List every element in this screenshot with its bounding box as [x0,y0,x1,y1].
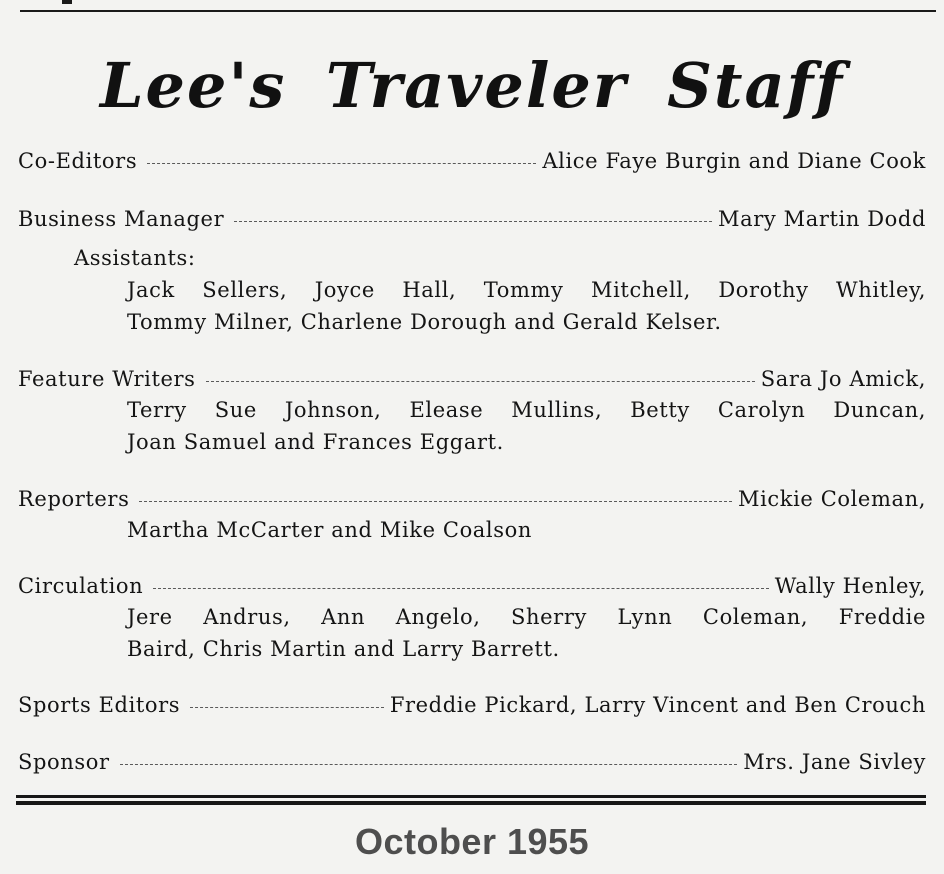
row-circulation [18,571,926,601]
double-rule [16,795,926,805]
dotted-leader [206,380,755,382]
continuation-line: Baird, Chris Martin and Larry Barrett. [127,637,560,661]
continuation-line: Jere Andrus, Ann Angelo, Sherry Lynn Coleman, Freddie [127,605,926,629]
dotted-leader [120,763,738,765]
role-label: Feature Writers [18,367,196,391]
role-label: Co-Editors [18,149,138,173]
role-label: Circulation [18,574,144,598]
continuation-line: Joan Samuel and Frances Eggart. [127,430,504,454]
role-names: Sara Jo Amick, [760,367,926,391]
assistants-label: Assistants: [74,246,196,270]
assistants-line: Tommy Milner, Charlene Dorough and Gerald Kelser. [127,310,722,334]
continuation-line: Martha McCarter and Mike Coalson [127,518,532,542]
dotted-leader [147,162,536,164]
role-names: Wally Henley, [774,574,926,598]
dotted-leader [190,706,384,708]
role-names: Mrs. Jane Sivley [743,750,926,774]
role-names: Mickie Coleman, [737,487,926,511]
role-names: Mary Martin Dodd [718,207,926,231]
top-edge-mark [62,0,72,4]
role-label: Sponsor [18,750,110,774]
role-names: Alice Faye Burgin and Diane Cook [542,149,926,173]
rule-thick [16,801,926,805]
role-label: Sports Editors [18,693,181,717]
dotted-leader [153,587,769,589]
role-names: Freddie Pickard, Larry Vincent and Ben Crouch [389,693,926,717]
issue-date: October 1955 [354,821,590,862]
dotted-leader [139,500,732,502]
row-co-editors [18,146,926,176]
continuation-line: Terry Sue Johnson, Elease Mullins, Betty Carolyn Duncan, [127,398,926,422]
page-title: Lee's Traveler Staff [99,49,845,122]
row-sports-editors [18,690,926,720]
row-sponsor [18,747,926,777]
row-reporters [18,484,926,514]
top-rule [20,10,936,12]
rule-thin [16,795,926,798]
row-feature-writers [18,364,926,394]
row-business-manager [18,204,926,234]
dotted-leader [234,220,712,222]
assistants-line: Jack Sellers, Joyce Hall, Tommy Mitchell, Dorothy Whitley, [127,278,926,302]
role-label: Reporters [18,487,130,511]
role-label: Business Manager [18,207,225,231]
